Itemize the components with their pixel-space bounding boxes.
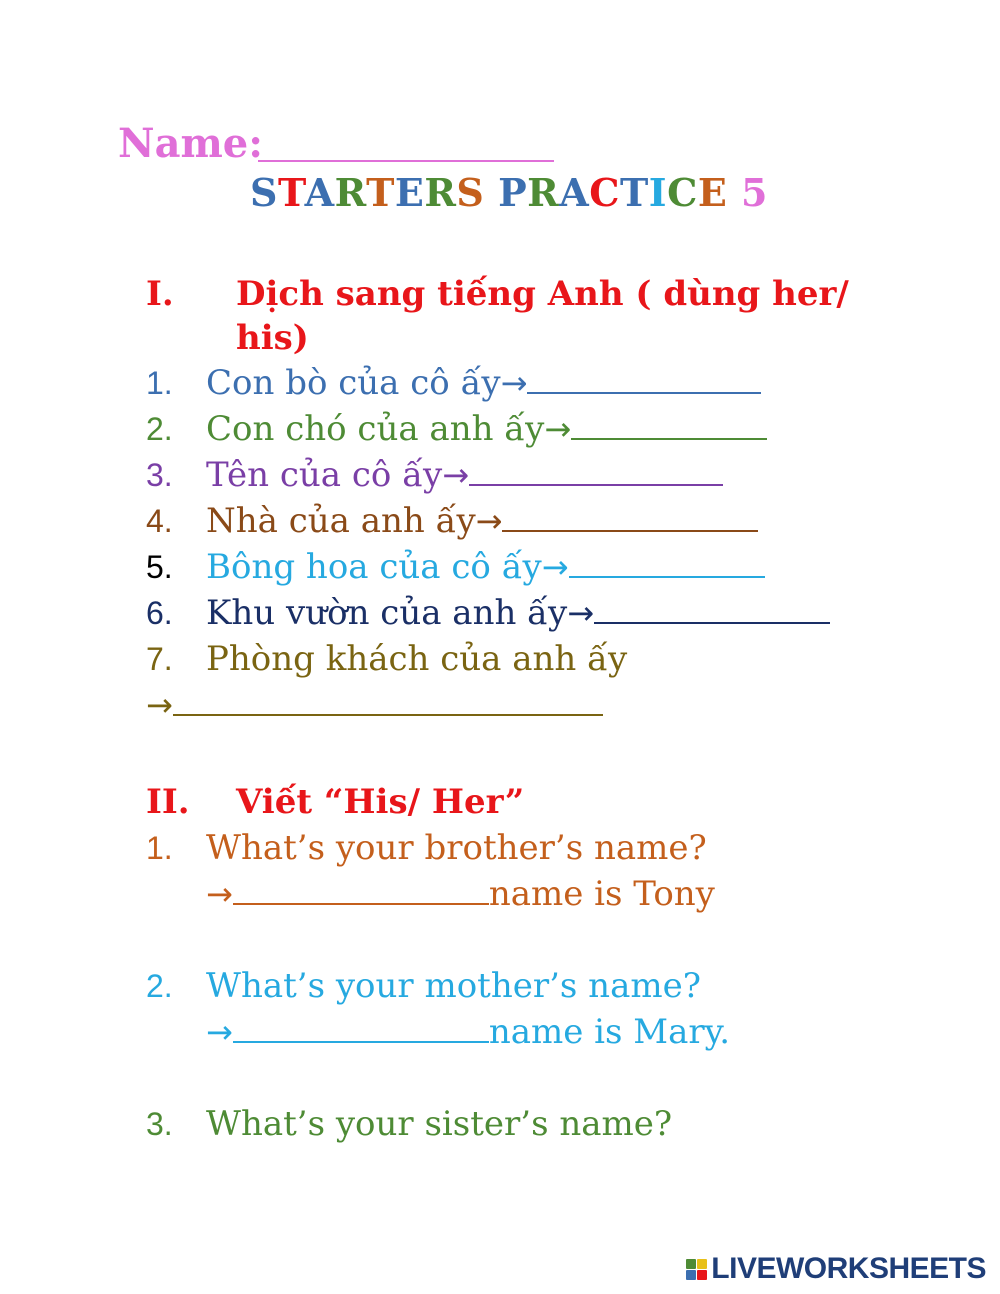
answer-blank[interactable] (571, 410, 767, 440)
answer-suffix: name is Tony (488, 874, 715, 914)
item-number: 3. (146, 457, 173, 493)
liveworksheets-logo (686, 1252, 986, 1286)
title-letter: E (394, 170, 425, 215)
list-item (146, 501, 758, 541)
arrow-right-icon: → (206, 1013, 233, 1051)
answer-blank[interactable] (233, 875, 489, 905)
question-item (146, 966, 701, 1006)
logo-tile (686, 1259, 696, 1269)
answer-suffix: name is Mary. (488, 1012, 731, 1052)
section-1-number: I. (146, 274, 174, 314)
answer-blank[interactable] (569, 548, 765, 578)
arrow-right-icon: → (146, 686, 173, 724)
list-item (146, 363, 761, 403)
item-number: 1. (146, 830, 173, 866)
title-letter: C (589, 170, 620, 215)
item-text: Tên của cô ấy (206, 455, 443, 495)
title-letter: E (697, 170, 728, 215)
answer-blank[interactable] (594, 594, 830, 624)
list-item (146, 409, 767, 449)
item-text: Con chó của anh ấy (206, 409, 545, 449)
question-item (146, 1104, 672, 1144)
arrow-right-icon: → (206, 875, 233, 913)
list-item (146, 455, 723, 495)
answer-blank[interactable] (173, 686, 603, 716)
answer-blank[interactable] (502, 502, 758, 532)
answer-blank[interactable] (469, 456, 723, 486)
arrow-right-icon: → (475, 502, 503, 540)
answer-line (206, 874, 715, 914)
title-letter: S (250, 170, 278, 215)
logo-text: LIVEWORKSHEETS (711, 1252, 986, 1285)
arrow-right-icon: → (500, 364, 528, 402)
arrow-right-icon: → (442, 456, 470, 494)
item-text: Bông hoa của cô ấy (206, 547, 542, 587)
title-letter: A (559, 170, 590, 215)
question-text: What’s your mother’s name? (206, 966, 701, 1006)
logo-tile (697, 1259, 707, 1269)
logo-mark-icon (686, 1259, 707, 1280)
arrow-right-icon: → (567, 594, 595, 632)
section-1-heading-line2: his) (236, 318, 309, 358)
title-letter: A (304, 170, 335, 215)
worksheet-title (250, 170, 768, 215)
arrow-right-icon: → (541, 548, 569, 586)
logo-tile (697, 1270, 707, 1280)
question-item (146, 828, 707, 868)
title-letter: S (456, 170, 485, 215)
title-letter: R (424, 170, 457, 215)
title-letter: T (620, 170, 649, 215)
answer-blank[interactable] (527, 364, 761, 394)
name-label: Name: (118, 120, 264, 167)
title-letter: R (334, 170, 367, 215)
list-item (146, 547, 765, 587)
title-letter: R (527, 170, 560, 215)
item-number: 3. (146, 1106, 173, 1142)
title-letter: T (366, 170, 395, 215)
section-1-heading-line1: Dịch sang tiếng Anh ( dùng her/ (236, 274, 849, 314)
item-text: Khu vườn của anh ấy (206, 593, 568, 633)
title-letter: I (648, 170, 668, 215)
question-text: What’s your brother’s name? (206, 828, 707, 868)
item-number: 2. (146, 968, 173, 1004)
title-letter: P (498, 170, 528, 215)
item-number: 1. (146, 365, 173, 401)
section-2-heading: Viết “His/ Her” (236, 782, 525, 822)
name-blank-line[interactable] (258, 160, 554, 162)
answer-blank[interactable] (233, 1013, 489, 1043)
title-letter: C (667, 170, 698, 215)
answer-line (206, 1012, 730, 1052)
title-letter (727, 170, 741, 215)
logo-tile (686, 1270, 696, 1280)
item-text: Phòng khách của anh ấy (206, 639, 628, 679)
title-letter: 5 (741, 170, 768, 215)
item-number: 5. (146, 549, 173, 585)
title-letter: T (277, 170, 305, 215)
list-item-continuation (146, 685, 603, 725)
item-number: 6. (146, 595, 173, 631)
title-letter (484, 170, 498, 215)
list-item (146, 593, 830, 633)
list-item (146, 639, 627, 679)
item-text: Con bò của cô ấy (206, 363, 501, 403)
question-text: What’s your sister’s name? (206, 1104, 673, 1144)
item-number: 7. (146, 641, 173, 677)
section-2-number: II. (146, 782, 190, 822)
arrow-right-icon: → (544, 410, 572, 448)
item-text: Nhà của anh ấy (206, 501, 476, 541)
item-number: 4. (146, 503, 173, 539)
item-number: 2. (146, 411, 173, 447)
